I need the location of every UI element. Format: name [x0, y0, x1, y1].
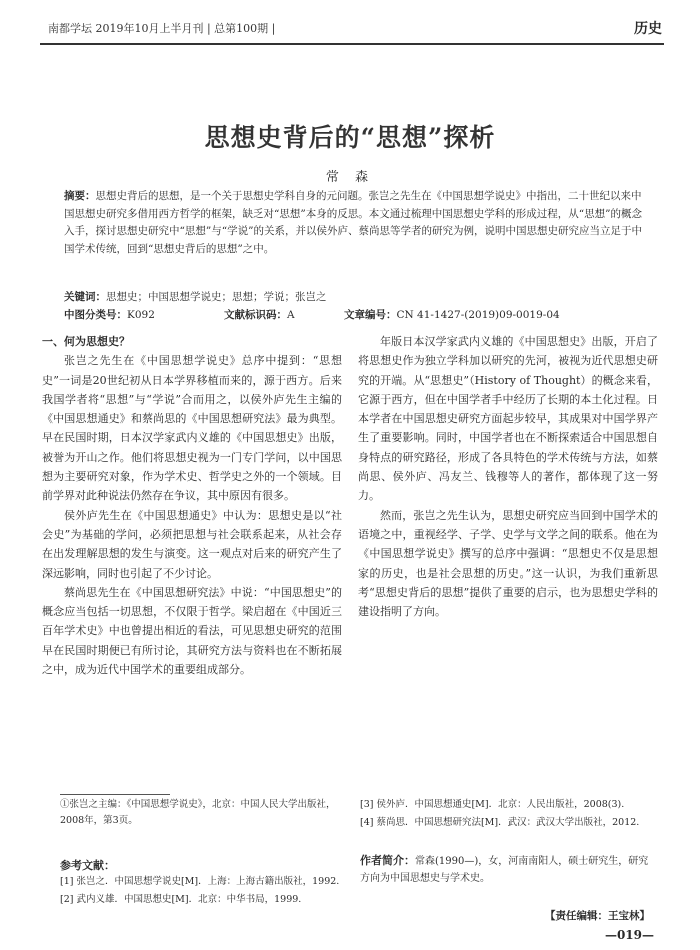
- clc-label: 中图分类号：: [64, 309, 127, 321]
- keywords-text: 思想史；中国思想学说史；思想；学说；张岂之: [106, 291, 327, 303]
- footnote-rule: [60, 794, 170, 795]
- article-no-value: CN 41-1427-(2019)09-0019-04: [396, 309, 560, 321]
- paragraph: 年版日本汉学家武内义雄的《中国思想史》出版，开启了将思想史作为独立学科加以研究的先河，被视为近代思想史研究的开端。从“思想史”（History of Thought）的概念来看，它源于西方，但在中国学者手中经历了长期的本土化过程。日本学者在中国思想史研究方面起步较早，其成果对中国学界产生了重要影响。同时，中国学者也在不断探索适合中国思想自身特点的研究路径，形成了各具特色的学术传统与方法，如蔡尚思、侯外庐、冯友兰、钱穆等人的著作，都体现了这一努力。: [358, 335, 658, 503]
- article-author: 常 森: [325, 170, 375, 185]
- bio-text: 常森(1990—)，女，河南南阳人，硕士研究生，研究方向为中国思想史与学术史。: [360, 856, 649, 884]
- author-bio: [360, 852, 652, 887]
- keywords-label: 关键词：: [64, 291, 106, 303]
- reference-item: [3] 侯外庐．中国思想通史[M]．北京：人民出版社，2008(3).: [360, 799, 625, 810]
- references-title: 参考文献：: [60, 859, 115, 872]
- paragraph: 侯外庐先生在《中国思想通史》中认为：思想史是以“社会史”为基础的学问，必须把思想与社会联系起来，从社会存在出发理解思想的发生与演变。这一观点对后来的研究产生了深远影响，同时也引起了不少讨论。: [42, 508, 342, 580]
- paragraph: 然而，张岂之先生认为，思想史研究应当回到中国学术的语境之中，重视经学、子学、史学与文学之间的联系。他在为《中国思想学说史》撰写的总序中强调：“思想史不仅是思想家的历史，也是社会思想的历史。”这一认识，为我们重新思考“思想史背后的思想”提供了重要的启示，也为思想史学科的建设指明了方向。: [358, 508, 658, 619]
- reference-item: [4] 蔡尚思．中国思想研究法[M]．武汉：武汉大学出版社，2012.: [360, 816, 640, 828]
- page-number: —019—: [604, 928, 654, 942]
- header-rule: [40, 43, 664, 45]
- paragraph: 蔡尚思先生在《中国思想研究法》中说：“中国思想史”的概念应当包括一切思想，不仅限于哲学。梁启超在《中国近三百年学术史》中也曾提出相近的看法，可见思想史研究的范围早在民国时期便已有所讨论，其研究方法与资料也在不断拓展之中，成为近代中国学术的重要组成部分。: [42, 585, 342, 677]
- bio-label: 作者简介：: [360, 854, 415, 867]
- article-title: 思想史背后的“思想”探析: [204, 123, 496, 152]
- paragraph: 张岂之先生在《中国思想学说史》总序中提到：“思想史”一词是20世纪初从日本学界移植而来的，源于西方。后来我国学者将“思想”与“学说”合而用之，以侯外庐先生主编的《中国思想通史》和蔡尚思的《中国思想研究法》最为典型。早在民国时期，日本汉学家武内义雄的《中国思想史》出版，被誉为开山之作。他们将思想史视为一门专门学问，以中国思想为主要研究对象，作为学术史、哲学史之外的一个领域。目前学界对此种说法仍然存在争议，其中原因有很多。: [42, 354, 342, 503]
- clc-value: K092: [127, 309, 155, 321]
- body-column-right: [358, 332, 658, 621]
- article-no-label: 文章编号：: [344, 309, 397, 321]
- classification-row: [64, 307, 649, 325]
- footnote: ①张岂之主编：《中国思想学说史》，北京：中国人民大学出版社，2008年，第3页。: [60, 799, 336, 826]
- reference-item: [1] 张岂之．中国思想学说史[M]．上海：上海古籍出版社，1992.: [60, 876, 340, 887]
- section-label: 历史: [634, 21, 662, 37]
- abstract: [64, 188, 649, 258]
- responsible-editor: 【责任编辑：王宝林】: [545, 910, 650, 922]
- abstract-label: 摘要：: [64, 190, 96, 202]
- section-heading: 一、何为思想史？: [42, 335, 130, 348]
- body-column-left: [42, 332, 342, 679]
- doc-code-value: A: [287, 309, 295, 321]
- keywords: [64, 289, 649, 307]
- doc-code-label: 文献标识码：: [224, 309, 287, 321]
- reference-item: [2] 武内义雄．中国思想史[M]．北京：中华书局，1999.: [60, 893, 302, 905]
- journal-header: 南都学坛 2019年10月上半月刊 | 总第100期 |: [48, 22, 276, 35]
- references-list: [60, 874, 350, 909]
- abstract-text: 思想史背后的思想，是一个关于思想史学科自身的元问题。张岂之先生在《中国思想学说史》中指出，二十世纪以来中国思想史研究多借用西方哲学的框架，缺乏对“思想”本身的反思。本文通过梳理中国思想史学科的形成过程，从“思想”的概念入手，探讨思想史研究中“思想”与“学说”的关系，并以侯外庐、蔡尚思等学者的研究为例，说明中国思想史研究应当立足于中国学术传统，回到“思想史背后的思想”之中。: [64, 190, 642, 255]
- footnote-references: [360, 797, 652, 832]
